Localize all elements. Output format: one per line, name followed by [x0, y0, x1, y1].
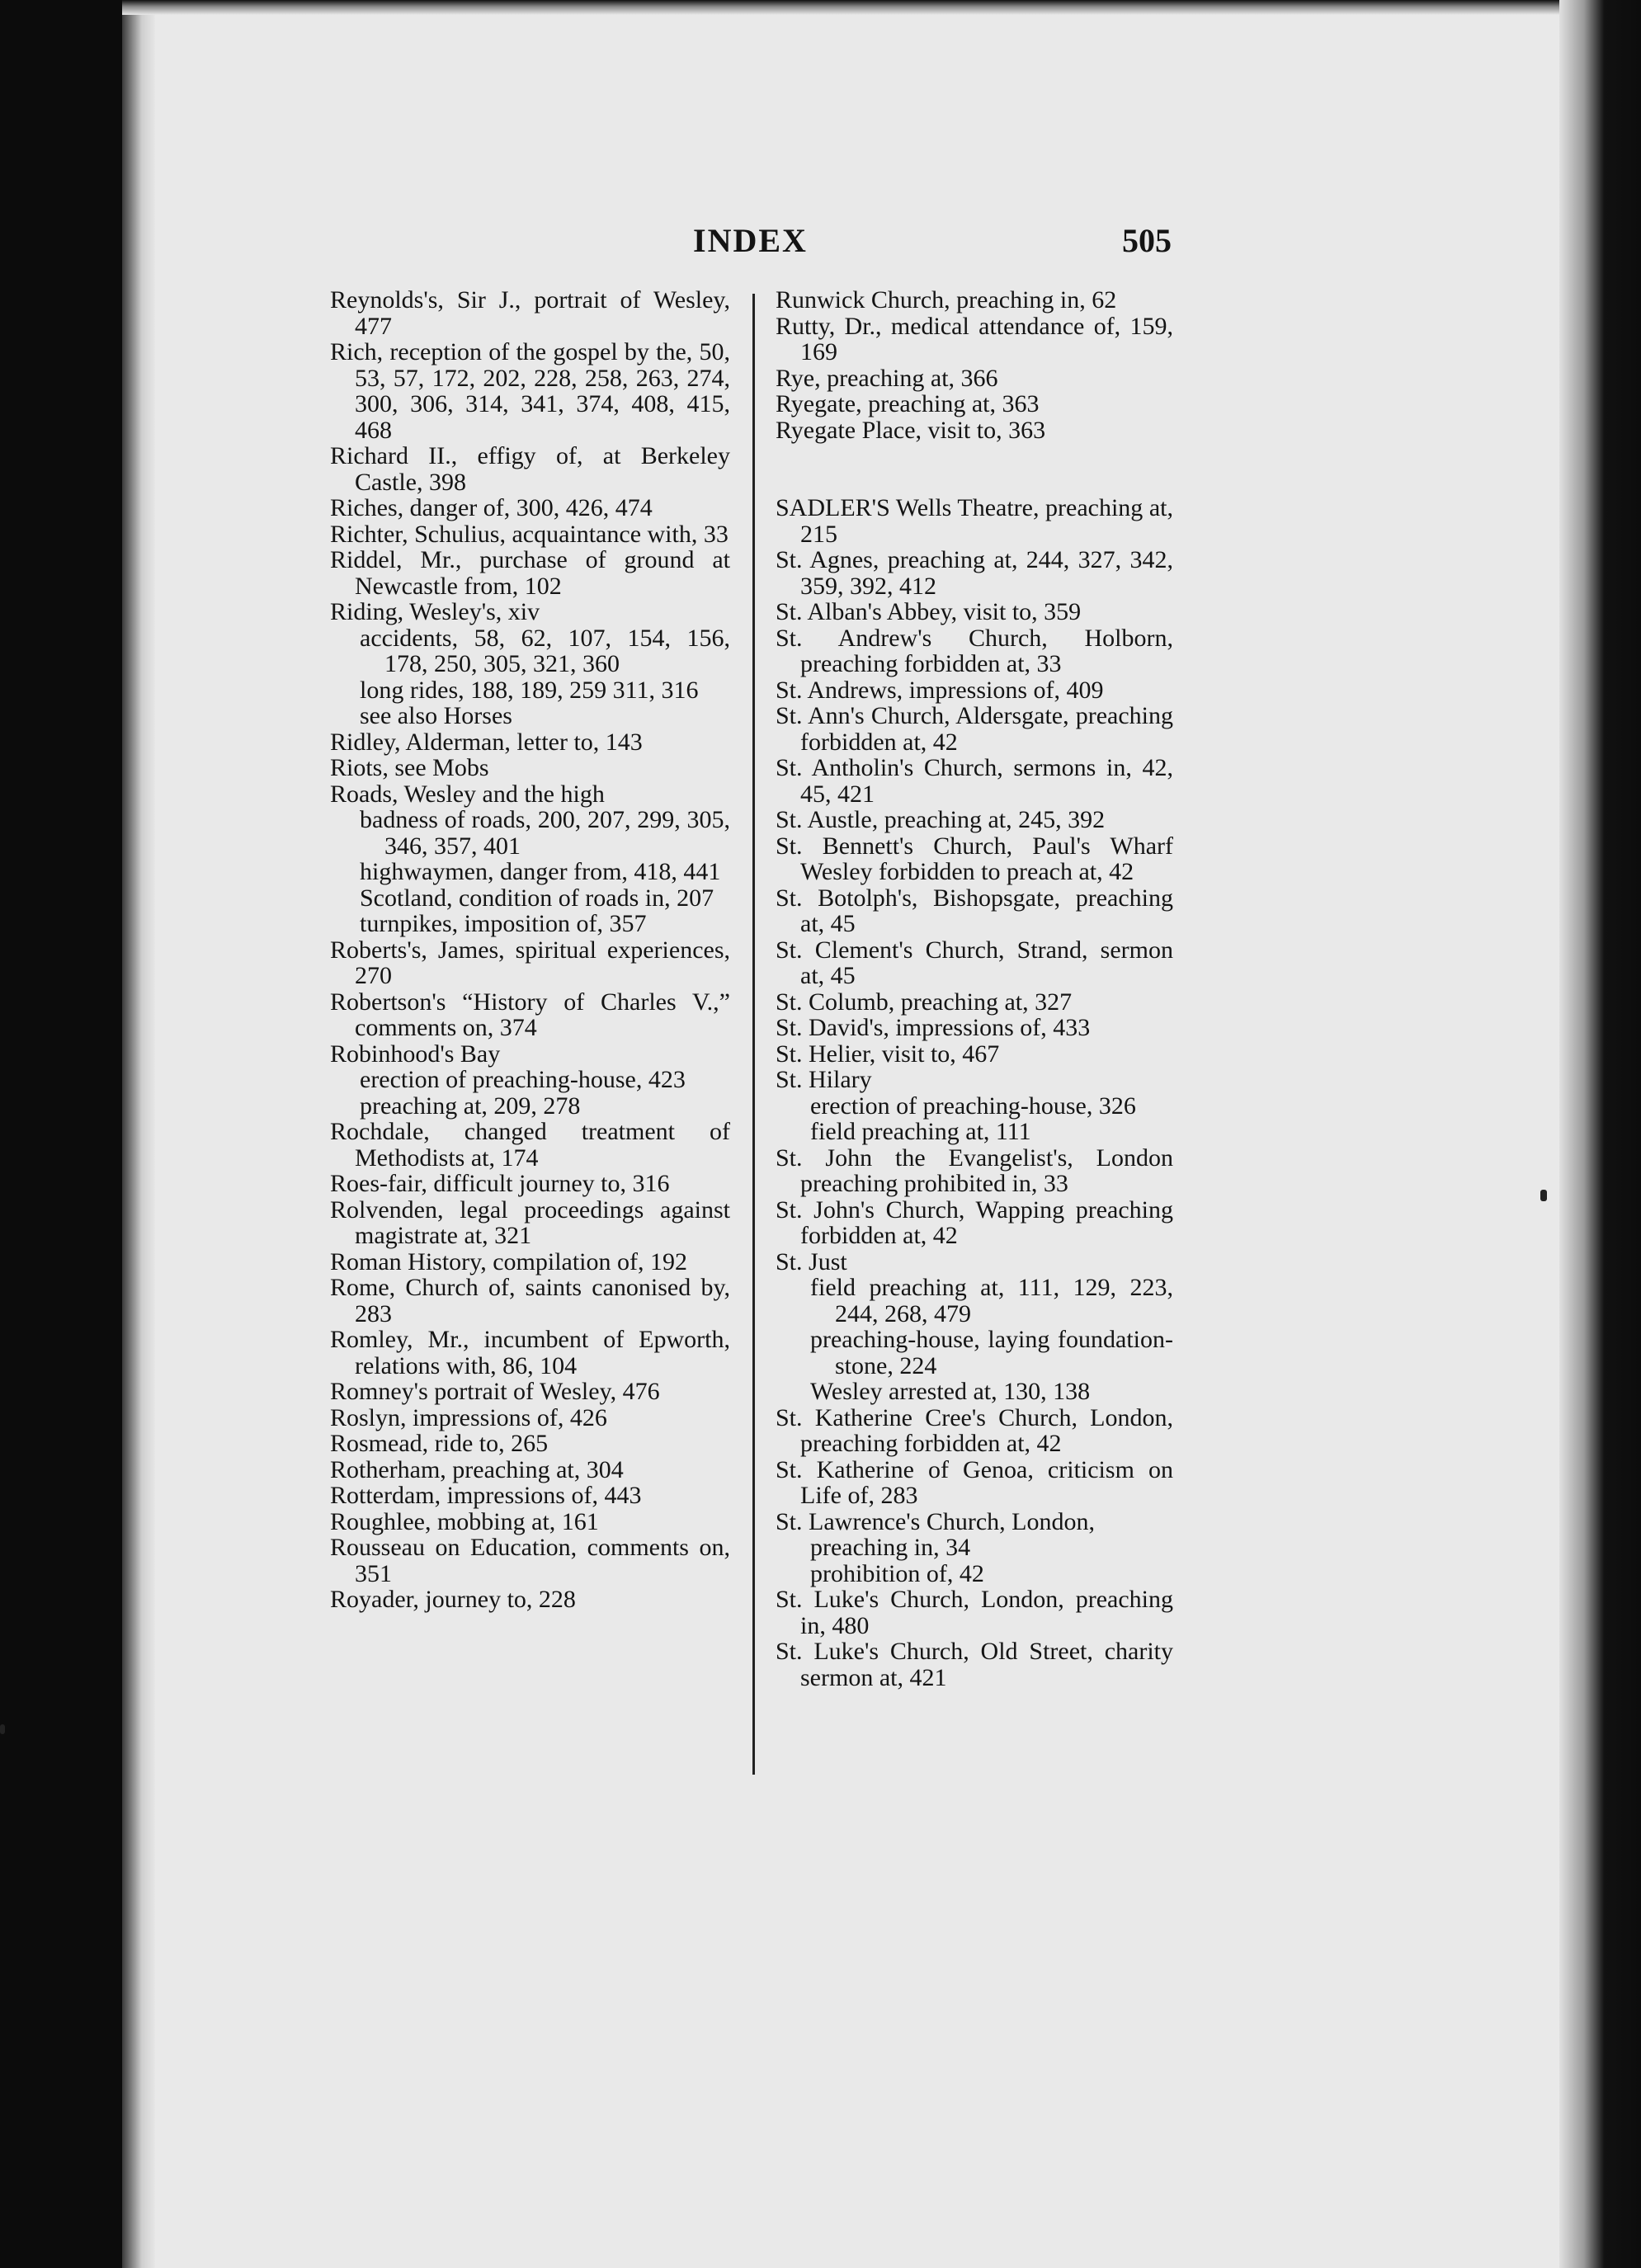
index-entry: Ridley, Alderman, letter to, 143 — [330, 728, 643, 756]
index-entry: Rutty, Dr., medical attendance of, 159, 169 — [776, 312, 1173, 365]
index-entry: St. Katherine Cree's Church, London, preaching forbidden at, 42 — [776, 1403, 1173, 1457]
index-entry: St. Hilary — [776, 1066, 872, 1093]
index-entry: Roman History, compilation of, 192 — [330, 1247, 688, 1275]
index-entry: St. David's, impressions of, 433 — [776, 1014, 1091, 1041]
index-entry: Reynolds's, Sir J., portrait of Wesley, 477 — [330, 286, 730, 340]
page-number: 505 — [1122, 222, 1172, 259]
index-subentry: turnpikes, imposition of, 357 — [360, 910, 647, 937]
index-column-left — [330, 287, 730, 1613]
index-entry: Runwick Church, preaching in, 62 — [776, 286, 1117, 314]
index-entry: St. Clement's Church, Strand, sermon at, 45 — [776, 936, 1173, 989]
index-subentry: preaching in, 34 — [810, 1534, 971, 1561]
index-entry: Rotherham, preaching at, 304 — [330, 1455, 624, 1483]
index-entry: Romney's portrait of Wesley, 476 — [330, 1378, 660, 1405]
index-entry: St. John the Evangelist's, London preaching prohibited in, 33 — [776, 1143, 1173, 1197]
index-entry: Riots, see Mobs — [330, 754, 489, 781]
index-subentry: prohibition of, 42 — [810, 1559, 984, 1587]
index-entry: Rosmead, ride to, 265 — [330, 1430, 549, 1457]
index-entry: Roughlee, mobbing at, 161 — [330, 1507, 599, 1535]
index-subentry: erection of preaching-house, 326 — [810, 1092, 1136, 1120]
index-entry: Ryegate, preaching at, 363 — [776, 390, 1040, 417]
index-subentry: long rides, 188, 189, 259 311, 316 — [360, 676, 699, 704]
index-entry: Riding, Wesley's, xiv — [330, 598, 540, 625]
index-entry: Roes-fair, difficult journey to, 316 — [330, 1170, 670, 1197]
index-entry: Rousseau on Education, comments on, 351 — [330, 1534, 730, 1587]
index-subentry: see also Horses — [360, 702, 512, 729]
index-entry: St. Andrew's Church, Holborn, preaching forbidden at, 33 — [776, 624, 1173, 677]
index-entry: St. Columb, preaching at, 327 — [776, 988, 1073, 1016]
index-entry: Richter, Schulius, acquaintance with, 33 — [330, 520, 729, 548]
index-entry: Rye, preaching at, 366 — [776, 364, 998, 392]
running-head — [330, 221, 1172, 271]
index-entry: St. John's Church, Wapping preaching forbidden at, 42 — [776, 1195, 1173, 1249]
index-column-right — [776, 287, 1173, 1690]
index-subentry: preaching at, 209, 278 — [360, 1092, 581, 1120]
index-subentry: field preaching at, 111 — [810, 1118, 1031, 1145]
index-entry: Rotterdam, impressions of, 443 — [330, 1482, 642, 1509]
index-entry: St. Ann's Church, Aldersgate, preaching forbidden at, 42 — [776, 702, 1173, 756]
index-entry: Rome, Church of, saints canonised by, 283 — [330, 1274, 730, 1327]
index-subentry: highwaymen, danger from, 418, 441 — [360, 858, 721, 885]
index-entry: St. Agnes, preaching at, 244, 327, 342, 359, 392, 412 — [776, 546, 1173, 600]
index-subentry: preaching-house, laying foundation-stone, 224 — [810, 1326, 1173, 1379]
index-entry: St. Lawrence's Church, London, — [776, 1507, 1095, 1535]
index-subentry: field preaching at, 111, 129, 223, 244, 268, 479 — [810, 1274, 1173, 1327]
index-entry: Rich, reception of the gospel by the, 50, 53, 57, 172, 202, 228, 258, 263, 274, 300, 306, 314, 341, 374, 408, 415, 468 — [330, 338, 730, 444]
index-entry: Roslyn, impressions of, 426 — [330, 1403, 607, 1431]
index-entry: St. Andrews, impressions of, 409 — [776, 676, 1104, 704]
index-subentry: Scotland, condition of roads in, 207 — [360, 884, 714, 912]
index-entry: Roads, Wesley and the high — [330, 780, 605, 808]
index-entry: Ryegate Place, visit to, 363 — [776, 416, 1046, 444]
index-entry: St. Austle, preaching at, 245, 392 — [776, 806, 1106, 833]
index-subentry: accidents, 58, 62, 107, 154, 156, 178, 250, 305, 321, 360 — [360, 624, 730, 677]
index-entry: St. Bennett's Church, Paul's Wharf Wesley forbidden to preach at, 42 — [776, 832, 1173, 885]
index-entry: St. Just — [776, 1247, 847, 1275]
index-entry: St. Helier, visit to, 467 — [776, 1040, 1000, 1068]
index-entry: Romley, Mr., incumbent of Epworth, relations with, 86, 104 — [330, 1326, 730, 1379]
index-entry: Robertson's “History of Charles V.,” comments on, 374 — [330, 988, 730, 1041]
index-subentry: erection of preaching-house, 423 — [360, 1066, 686, 1093]
index-entry: St. Botolph's, Bishopsgate, preaching at, 45 — [776, 884, 1173, 937]
index-entry: St. Alban's Abbey, visit to, 359 — [776, 598, 1082, 625]
index-entry: St. Luke's Church, London, preaching in, 480 — [776, 1586, 1173, 1639]
index-entry: Rolvenden, legal proceedings against magistrate at, 321 — [330, 1195, 730, 1249]
index-entry: St. Luke's Church, Old Street, charity sermon at, 421 — [776, 1638, 1173, 1691]
column-divider — [752, 294, 755, 1775]
index-entry: Roberts's, James, spiritual experiences, 270 — [330, 936, 730, 989]
index-entry: Richard II., effigy of, at Berkeley Castle, 398 — [330, 442, 730, 496]
index-entry: St. Katherine of Genoa, criticism on Life of, 283 — [776, 1455, 1173, 1509]
index-entry: Robinhood's Bay — [330, 1040, 501, 1068]
index-subentry: Wesley arrested at, 130, 138 — [810, 1378, 1091, 1405]
index-subentry: badness of roads, 200, 207, 299, 305, 346, 357, 401 — [360, 806, 730, 860]
index-entry: SADLER'S Wells Theatre, preaching at, 215 — [776, 494, 1173, 548]
index-entry: Royader, journey to, 228 — [330, 1586, 576, 1613]
index-entry: Riches, danger of, 300, 426, 474 — [330, 494, 653, 521]
index-entry: Riddel, Mr., purchase of ground at Newcastle from, 102 — [330, 546, 730, 600]
running-title: INDEX — [693, 222, 808, 259]
index-entry: Rochdale, changed treatment of Methodists at, 174 — [330, 1118, 730, 1172]
index-entry: St. Antholin's Church, sermons in, 42, 45, 421 — [776, 754, 1173, 808]
